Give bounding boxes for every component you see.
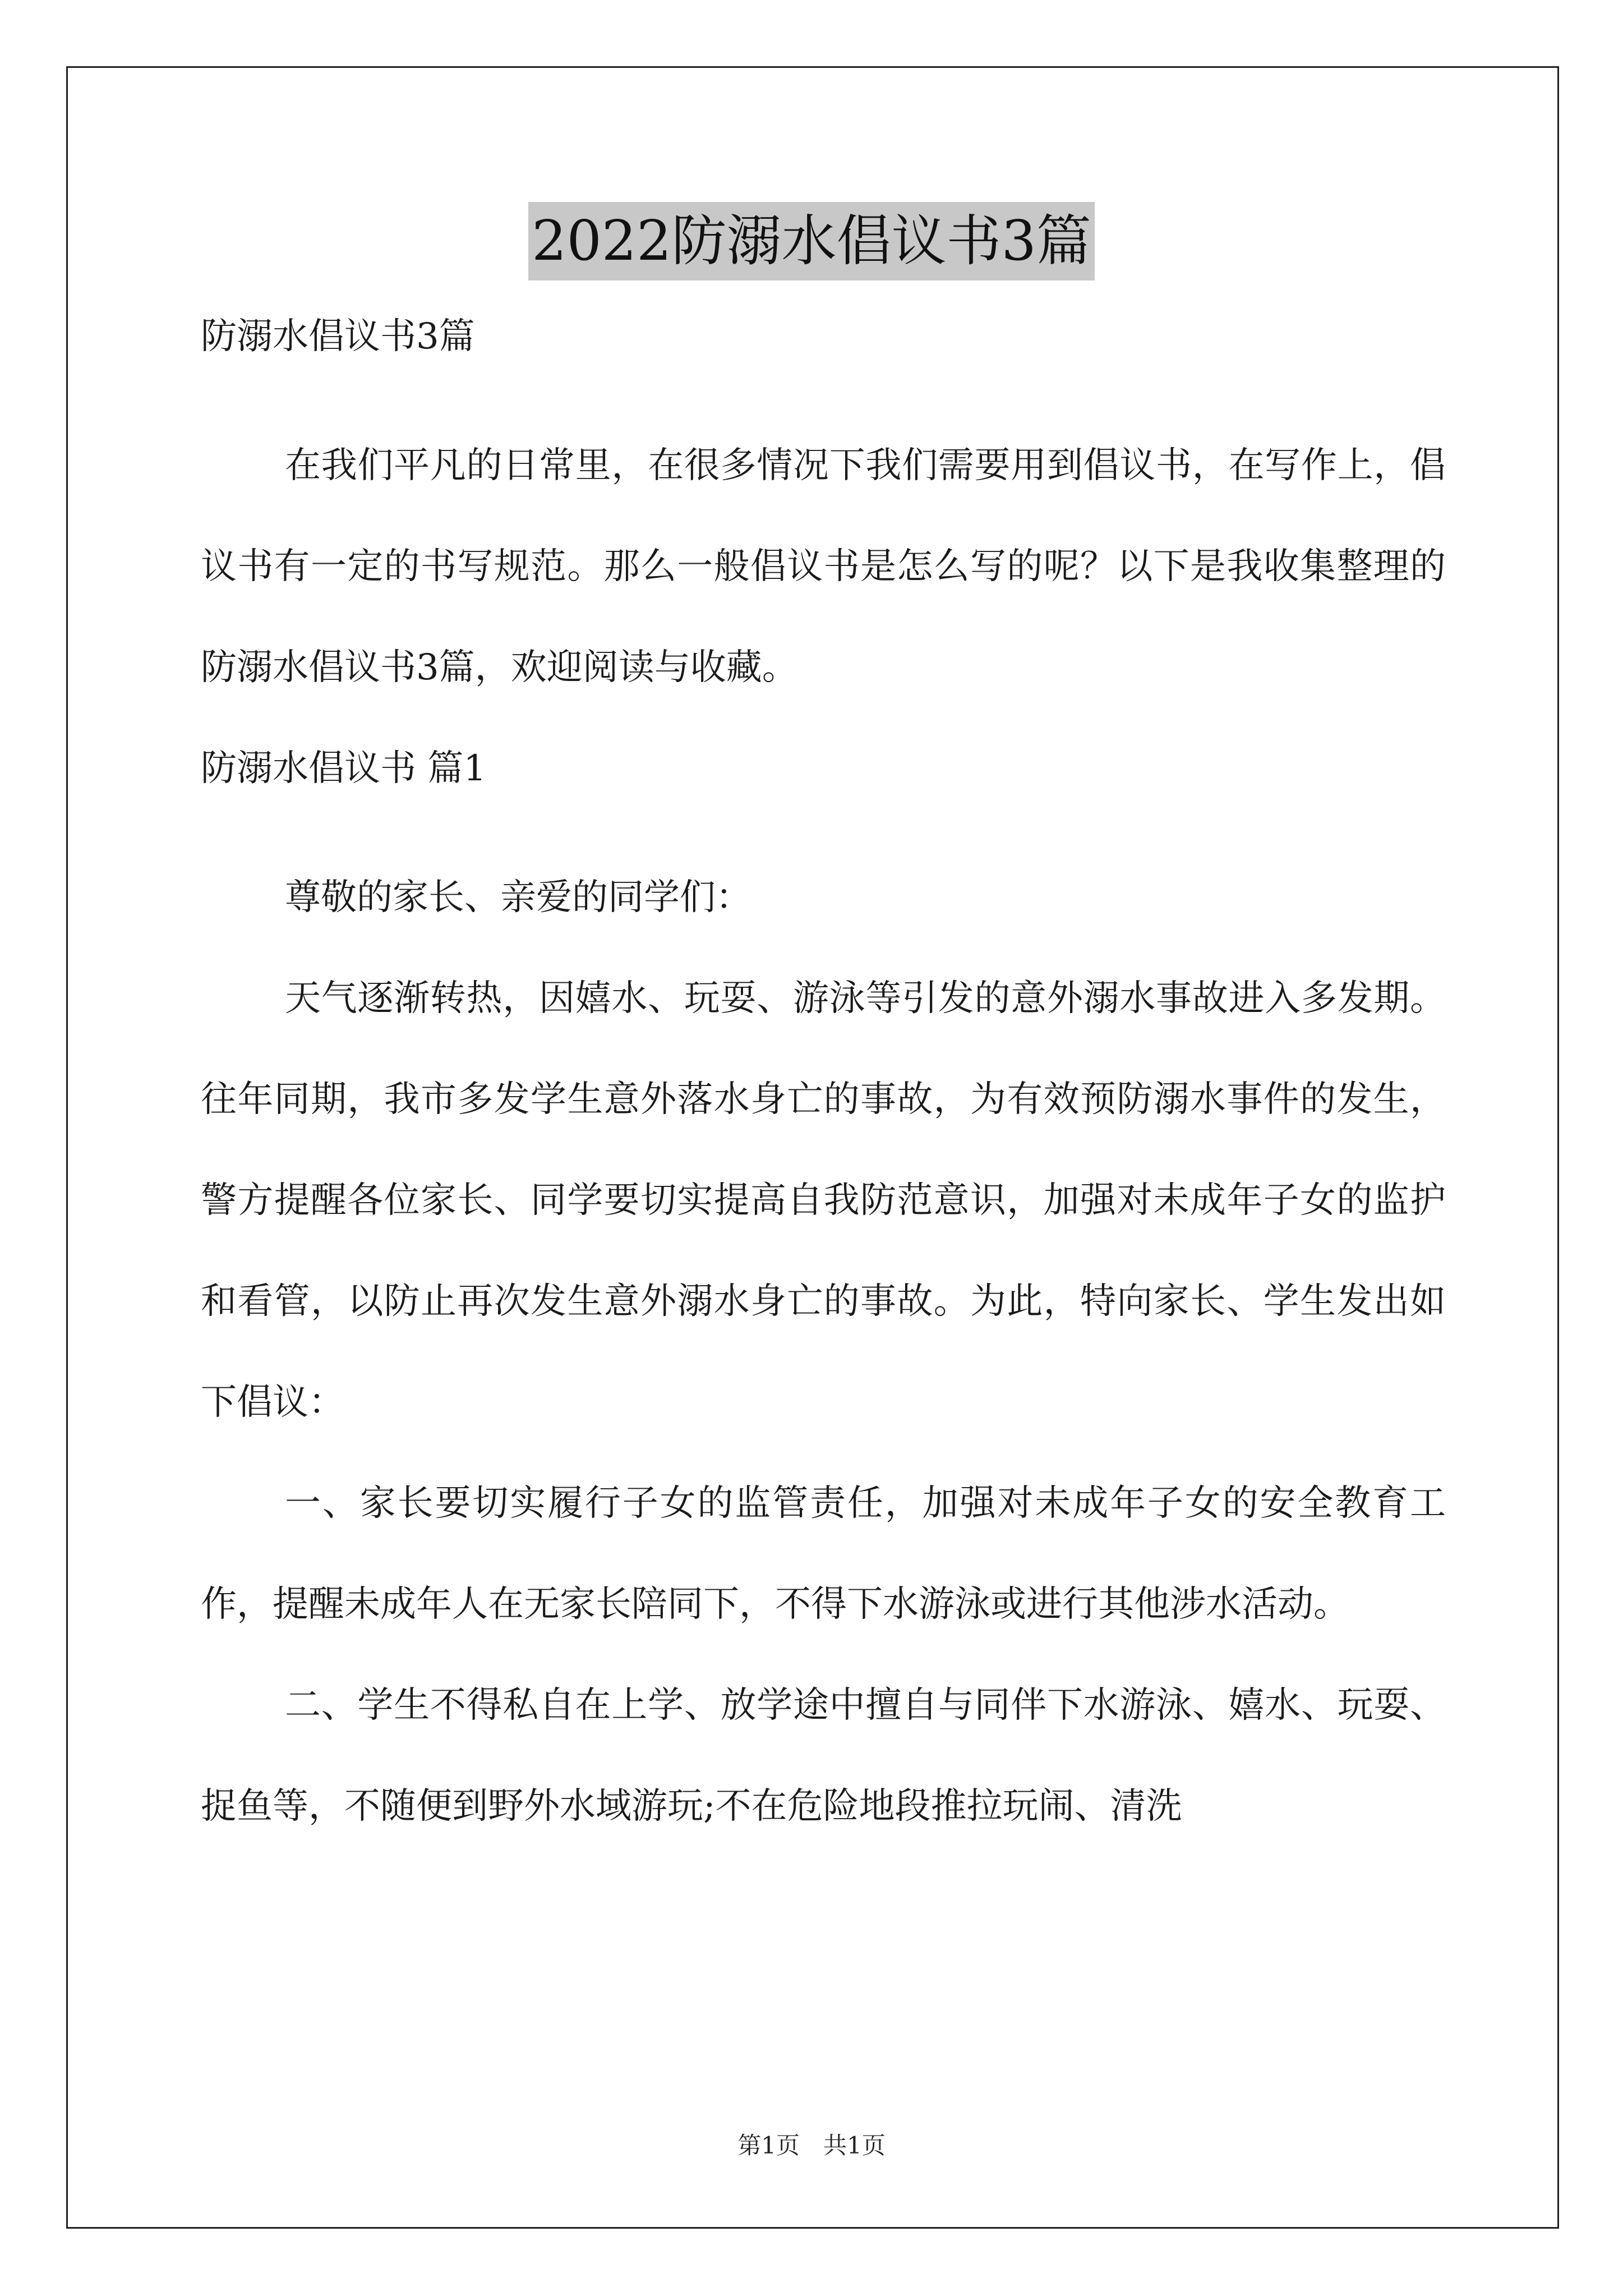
body-paragraph-2: 一、家长要切实履行子女的监管责任，加强对未成年子女的安全教育工作，提醒未成年人在无家长陪同下，不得下水游泳或进行其他涉水活动。: [201, 1483, 1446, 1625]
section-title: 防溺水倡议书 篇1: [201, 748, 487, 789]
greeting-paragraph: 尊敬的家长、亲爱的同学们：: [285, 877, 751, 918]
intro-paragraph: 在我们平凡的日常里，在很多情况下我们需要用到倡议书，在写作上，倡议书有一定的书写规范。那么一般倡议书是怎么写的呢？以下是我收集整理的防溺水倡议书3篇，欢迎阅读与收藏。: [201, 445, 1446, 688]
body-paragraph-3: 二、学生不得私自在上学、放学途中擅自与同伴下水游泳、嬉水、玩耍、捉鱼等，不随便到野外水域游玩;不在危险地段推拉玩闹、清洗: [201, 1685, 1446, 1827]
page-footer: 第1页 共1页: [737, 2132, 886, 2159]
document-title: 2022防溺水倡议书3篇: [528, 202, 1095, 280]
title-wrap: [0, 202, 1623, 280]
document-body: [201, 314, 1446, 1857]
document-subtitle: 防溺水倡议书3篇: [201, 316, 475, 357]
body-paragraph-1: 天气逐渐转热，因嬉水、玩耍、游泳等引发的意外溺水事故进入多发期。往年同期，我市多发学生意外落水身亡的事故，为有效预防溺水事件的发生，警方提醒各位家长、同学要切实提高自我防范意识，加强对未成年子女的监护和看管，以防止再次发生意外溺水身亡的事故。为此，特向家长、学生发出如下倡议：: [201, 978, 1446, 1423]
